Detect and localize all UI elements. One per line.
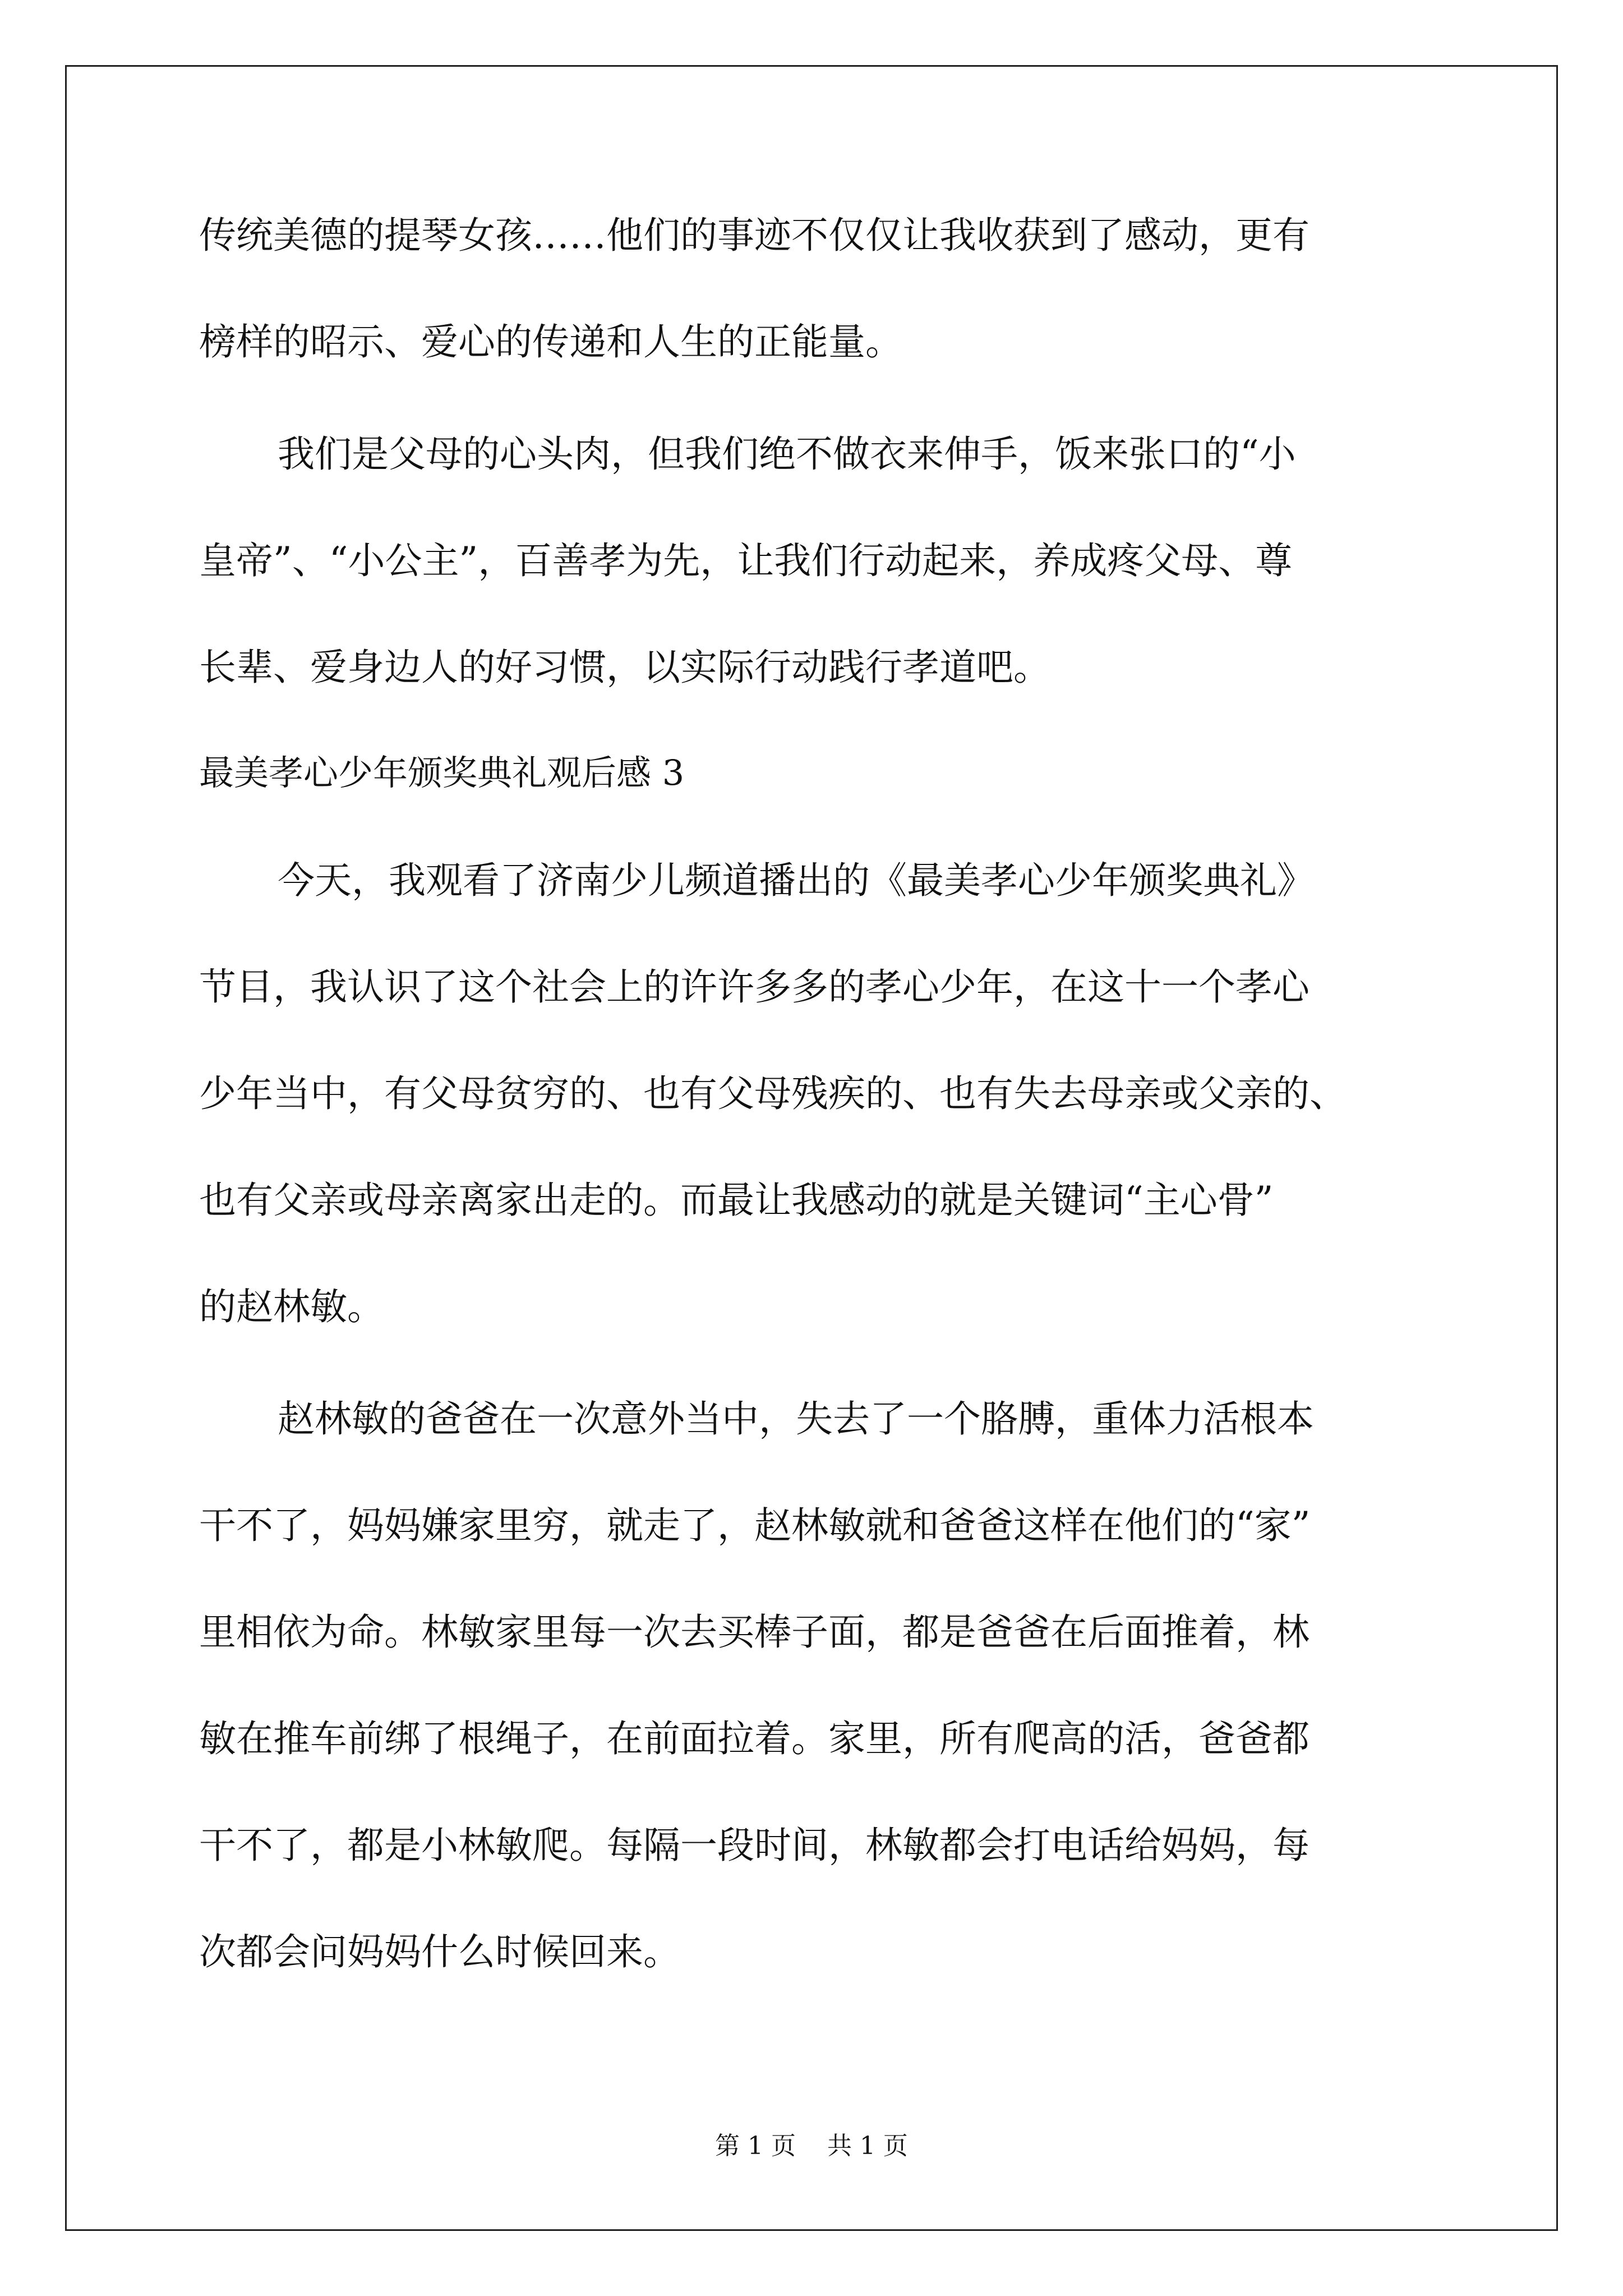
text-line: 长辈、爱身边人的好习惯，以实际行动践行孝道吧。 xyxy=(199,646,1050,689)
text-line: 次都会问妈妈什么时候回来。 xyxy=(199,1930,680,1973)
section-heading: 最美孝心少年颁奖典礼观后感 3 xyxy=(199,752,685,793)
page-border xyxy=(65,65,1558,2231)
text-line: 皇帝”、“小公主”，百善孝为先，让我们行动起来，养成疼父母、尊 xyxy=(199,539,1293,582)
text-line: 传统美德的提琴女孩……他们的事迹不仅仅让我收获到了感动，更有 xyxy=(199,214,1310,257)
text-line: 干不了，妈妈嫌家里穷，就走了，赵林敏就和爸爸这样在他们的“家” xyxy=(199,1504,1311,1547)
page-footer xyxy=(0,2131,1623,2162)
text-line: 榜样的昭示、爱心的传递和人生的正能量。 xyxy=(199,320,902,364)
page-total: 共 1 页 xyxy=(827,2132,908,2160)
page-number: 第 1 页 xyxy=(715,2132,796,2160)
text-line: 节目，我认识了这个社会上的许许多多的孝心少年，在这十一个孝心 xyxy=(199,965,1310,1009)
text-line: 干不了，都是小林敏爬。每隔一段时间，林敏都会打电话给妈妈，每 xyxy=(199,1824,1310,1867)
text-line: 少年当中，有父母贫穷的、也有父母残疾的、也有失去母亲或父亲的、 xyxy=(199,1072,1347,1115)
paragraph-first-line: 今天，我观看了济南少儿频道播出的《最美孝心少年颁奖典礼》 xyxy=(278,859,1314,902)
text-line: 的赵林敏。 xyxy=(199,1285,384,1328)
text-line: 敏在推车前绑了根绳子，在前面拉着。家里，所有爬高的活，爸爸都 xyxy=(199,1717,1310,1760)
text-line: 也有父亲或母亲离家出走的。而最让我感动的就是关键词“主心骨” xyxy=(199,1179,1274,1222)
paragraph-first-line: 我们是父母的心头肉，但我们绝不做衣来伸手，饭来张口的“小 xyxy=(278,432,1296,476)
text-line: 里相依为命。林敏家里每一次去买棒子面，都是爸爸在后面推着，林 xyxy=(199,1611,1310,1654)
paragraph-first-line: 赵林敏的爸爸在一次意外当中，失去了一个胳膊，重体力活根本 xyxy=(278,1397,1314,1441)
